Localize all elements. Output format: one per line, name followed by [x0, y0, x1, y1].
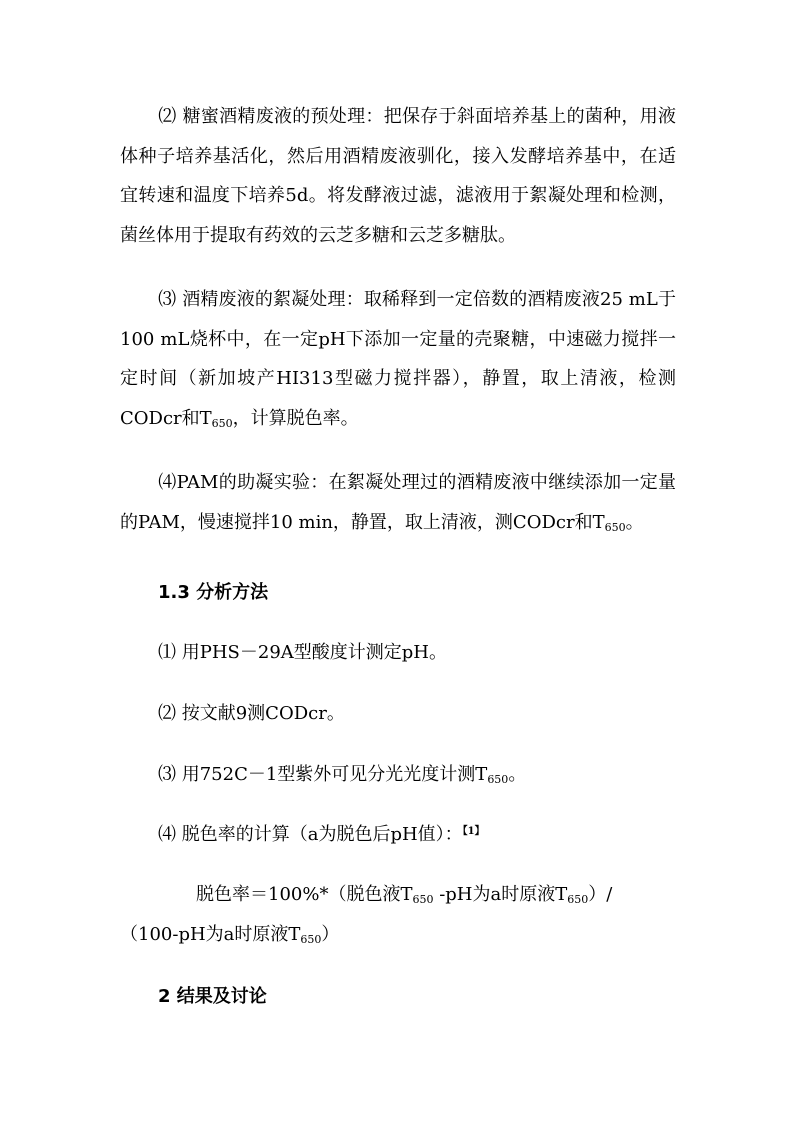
- formula-line-2: （100-pH为a时原液$T_{650}$）: [120, 924, 340, 946]
- method-item-ph: ⑴ 用PHS－29A型酸度计测定pH。: [158, 642, 447, 663]
- method-item-decolor-rate: ⑷ 脱色率的计算（a为脱色后pH值）：$^{【1】}$: [158, 824, 485, 845]
- paragraph-pretreatment: ⑵ 糖蜜酒精废液的预处理：把保存于斜面培养基上的菌种，用液体种子培养基活化，然后用酒精废液驯化，接入发酵培养基中，在适宜转速和温度下培养5d。将发酵液过滤，滤液用于絮凝处理和检测，菌丝体用于提取有药效的云芝多糖和云芝多糖肽。: [120, 106, 676, 246]
- formula-line-1: 脱色率＝100%*（脱色液$T_{650}$ -pH为a时原液$T_{650})/$: [196, 884, 613, 906]
- section-heading-results: 2 结果及讨论: [158, 986, 267, 1007]
- citation-ref[interactable]: 【1】: [462, 826, 485, 837]
- section-heading-analysis-methods: 1.3 分析方法: [158, 582, 269, 603]
- method-item-codcr: ⑵ 按文献9测CODcr。: [158, 703, 345, 724]
- paragraph-flocculation: ⑶ 酒精废液的絮凝处理：取稀释到一定倍数的酒精废液25 mL于100 mL烧杯中，在一定pH下添加一定量的壳聚糖，中速磁力搅拌一定时间（新加坡产HI313型磁力搅拌器），静置，取上清液，检测CODcr和$T_{650}$，计算脱色率。: [120, 289, 676, 430]
- method-item-t650: ⑶ 用752C－1型紫外可见分光光度计测$T_{650}$。: [158, 764, 527, 786]
- paragraph-pam-experiment: ⑷PAM的助凝实验：在絮凝处理过的酒精废液中继续添加一定量的PAM，慢速搅拌10 min，静置，取上清液，测CODcr和$T_{650}$。: [120, 472, 676, 534]
